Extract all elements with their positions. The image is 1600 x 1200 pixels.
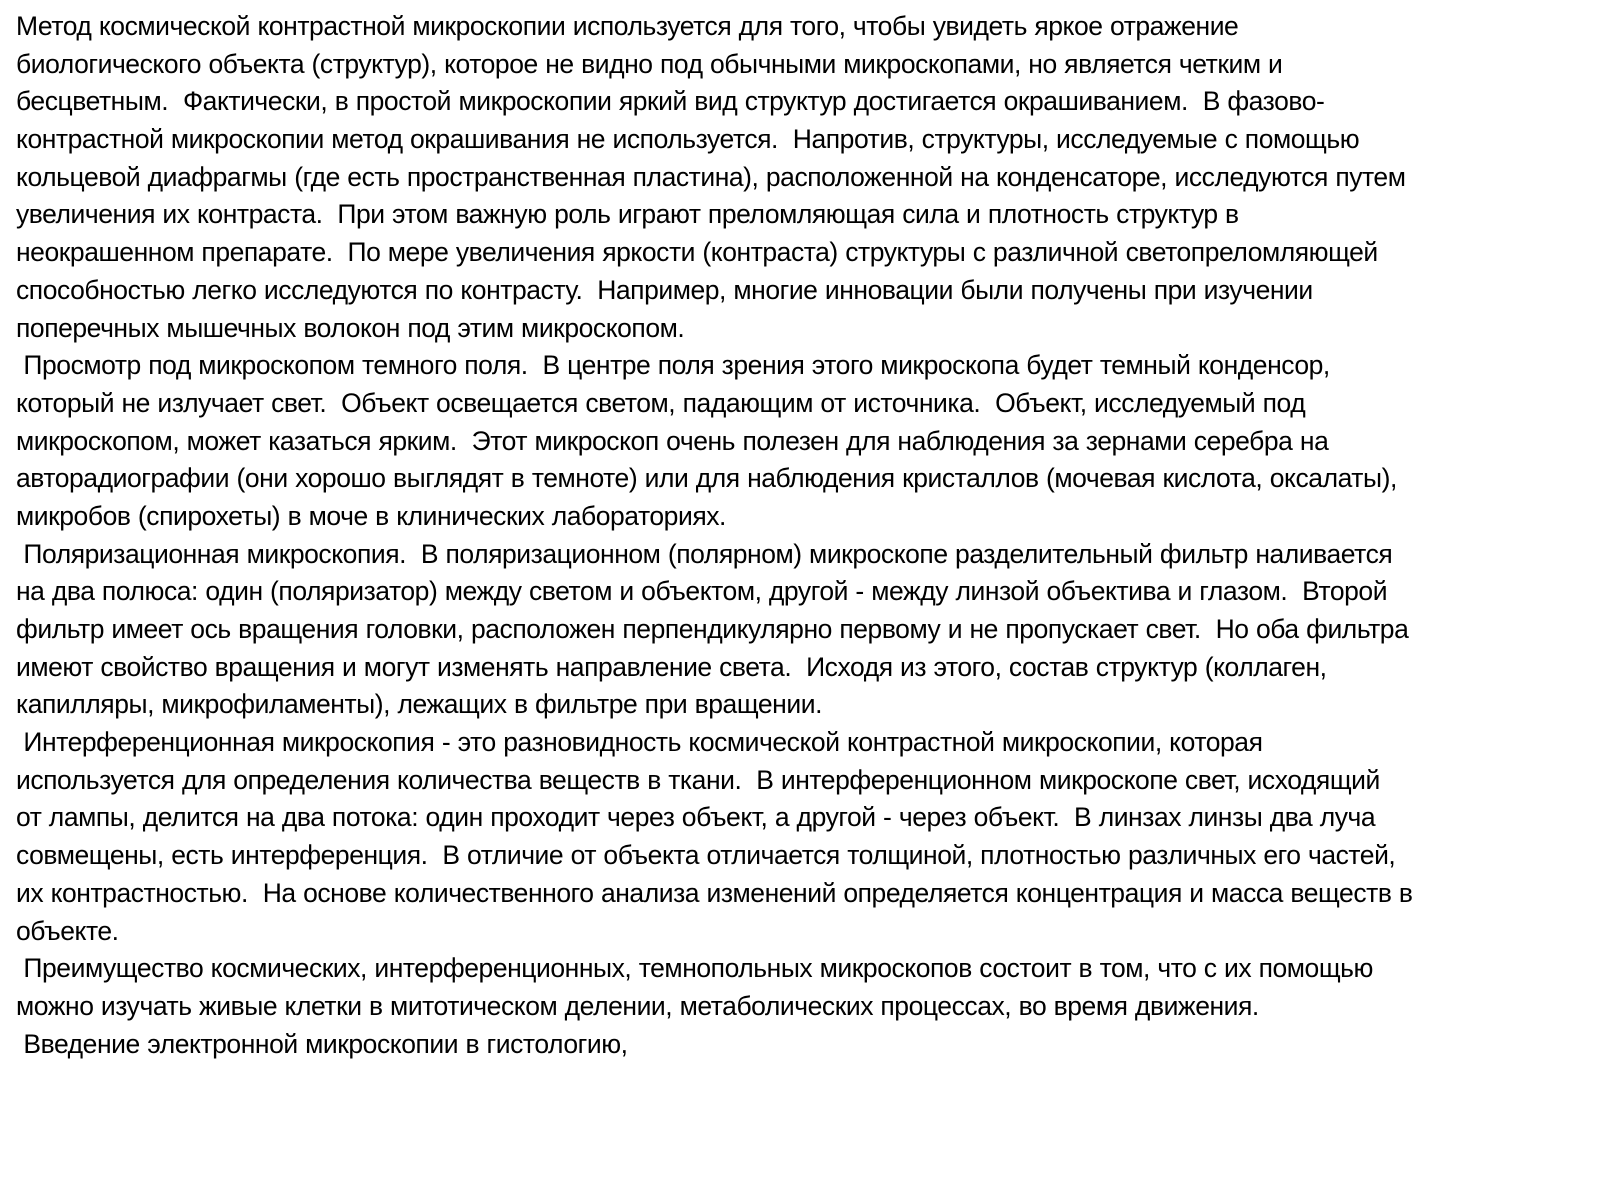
text-line: Просмотр под микроскопом темного поля. В центре поля зрения этого микроскопа будет темный конденсор, xyxy=(16,350,1330,381)
text-line: от лампы, делится на два потока: один проходит через объект, а другой - через объект. В линзах линзы два луча xyxy=(16,802,1376,833)
text-line: фильтр имеет ось вращения головки, расположен перпендикулярно первому и не пропускает свет. Но оба фильтра xyxy=(16,614,1409,644)
text-line: на два полюса: один (поляризатор) между светом и объектом, другой - между линзой объектива и глазом. Второй xyxy=(16,576,1388,607)
text-line: их контрастностью. На основе количественного анализа изменений определяется концентрация и масса веществ в xyxy=(16,877,1413,908)
text-line: микробов (спирохеты) в моче в клинических лабораториях. xyxy=(16,500,726,531)
text-line: Интерференционная микроскопия - это разновидность космической контрастной микроскопии, которая xyxy=(16,727,1263,758)
text-line: Введение электронной микроскопии в гистологию, xyxy=(16,1028,628,1059)
text-line: авторадиографии (они хорошо выглядят в темноте) или для наблюдения кристаллов (мочевая кислота, оксалаты), xyxy=(16,463,1397,494)
text-line: кольцевой диафрагмы (где есть пространственная пластина), расположенной на конденсаторе, исследуются путем xyxy=(16,161,1406,192)
text-line: микроскопом, может казаться ярким. Этот микроскоп очень полезен для наблюдения за зернами серебра на xyxy=(16,425,1329,456)
text-line: объекте. xyxy=(16,915,119,946)
text-line: совмещены, есть интерференция. В отличие от объекта отличается толщиной, плотностью различных его частей, xyxy=(16,840,1396,871)
document-body-text xyxy=(16,8,1596,1063)
text-line: Преимущество космических, интерференционных, темнопольных микроскопов состоит в том, что с их помощью xyxy=(16,953,1373,984)
text-line: способностью легко исследуются по контрасту. Например, многие инновации были получены при изучении xyxy=(16,274,1313,305)
text-line: биологического объекта (структур), которое не видно под обычными микроскопами, но является четким и xyxy=(16,48,1283,79)
text-line: используется для определения количества веществ в ткани. В интерференционном микроскопе свет, исходящий xyxy=(16,764,1380,795)
text-line: имеют свойство вращения и могут изменять направление света. Исходя из этого, состав структур (коллаген, xyxy=(16,651,1327,682)
text-line: который не излучает свет. Объект освещается светом, падающим от источника. Объект, исследуемый под xyxy=(16,387,1306,418)
text-line: бесцветным. Фактически, в простой микроскопии яркий вид структур достигается окрашиванием. В фазово- xyxy=(16,86,1325,117)
text-line: Метод космической контрастной микроскопии используется для того, чтобы увидеть яркое отражение xyxy=(16,11,1239,41)
text-line: увеличения их контраста. При этом важную роль играют преломляющая сила и плотность структур в xyxy=(16,199,1239,230)
text-line: можно изучать живые клетки в митотическом делении, метаболических процессах, во время движения. xyxy=(16,990,1259,1021)
text-line: Поляризационная микроскопия. В поляризационном (полярном) микроскопе разделительный фильтр наливается xyxy=(16,538,1393,569)
text-line: поперечных мышечных волокон под этим микроскопом. xyxy=(16,312,685,343)
text-line: контрастной микроскопии метод окрашивания не используется. Напротив, структуры, исследуемые с помощью xyxy=(16,124,1360,155)
text-line: неокрашенном препарате. По мере увеличения яркости (контраста) структуры с различной светопреломляющей xyxy=(16,237,1378,268)
text-line: капилляры, микрофиламенты), лежащих в фильтре при вращении. xyxy=(16,689,822,720)
